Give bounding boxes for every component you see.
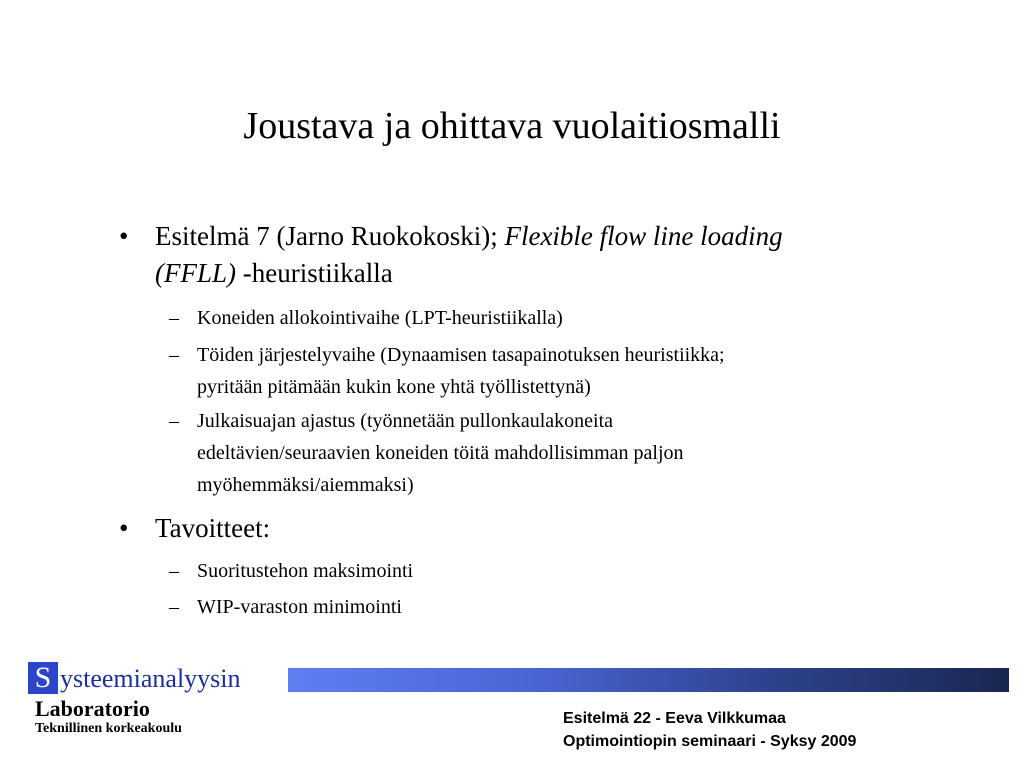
logo-word: ysteemianalyysin xyxy=(60,664,241,693)
logo-gradient-bar xyxy=(288,668,1009,692)
logo-school-label: Teknillinen korkeakoulu xyxy=(35,721,182,736)
sub-bullet-marker: – xyxy=(169,307,179,329)
bullet-marker: • xyxy=(119,513,129,543)
sub-bullet-marker: – xyxy=(169,344,179,366)
sub-bullet-line: myöhemmäksi/aiemmaksi) xyxy=(197,474,414,496)
sub-bullet-marker: – xyxy=(169,596,179,618)
sub-bullet-line: Suoritustehon maksimointi xyxy=(197,560,414,582)
sub-bullet-line: pyritään pitämään kukin kone yhtä työllistettynä) xyxy=(197,376,591,398)
bullet-item xyxy=(119,510,855,547)
sub-bullet-line: Koneiden allokointivaihe (LPT-heuristiikalla) xyxy=(197,307,563,329)
bullet-text: -heuristiikalla xyxy=(236,258,393,288)
logo-lab-label: Laboratorio xyxy=(35,696,150,721)
sub-bullet-line: Töiden järjestelyvaihe (Dynaamisen tasapainotuksen heuristiikka; xyxy=(197,344,725,366)
footer-line: Esitelmä 22 - Eeva Vilkkumaa xyxy=(563,710,786,727)
footer-line: Optimointiopin seminaari - Syksy 2009 xyxy=(563,733,857,750)
slide-footer xyxy=(563,707,856,753)
sub-bullet-marker: – xyxy=(169,560,179,582)
sub-bullet-line: WIP-varaston minimointi xyxy=(197,596,402,618)
sub-bullet-item xyxy=(169,339,897,403)
bullet-text-italic: Flexible flow line loading (FFLL) xyxy=(155,221,783,288)
bullet-text: Tavoitteet: xyxy=(155,513,271,543)
sub-bullet-item xyxy=(169,405,897,501)
bullet-marker: • xyxy=(119,221,129,251)
sub-bullet-line: edeltävien/seuraavien koneiden töitä mahdollisimman paljon xyxy=(197,442,684,464)
slide-title: Joustava ja ohittava vuolaitiosmalli xyxy=(243,105,781,147)
bullet-text: Esitelmä 7 (Jarno Ruokokoski); xyxy=(155,221,505,251)
sub-bullet-item xyxy=(169,591,897,623)
sub-bullet-line: Julkaisuajan ajastus (työnnetään pullonkaulakoneita xyxy=(197,410,613,432)
sub-bullet-item xyxy=(169,555,897,587)
sub-bullet-item xyxy=(169,302,897,334)
logo-letter: S xyxy=(28,662,58,694)
sub-bullet-marker: – xyxy=(169,410,179,432)
bullet-item xyxy=(119,218,855,292)
